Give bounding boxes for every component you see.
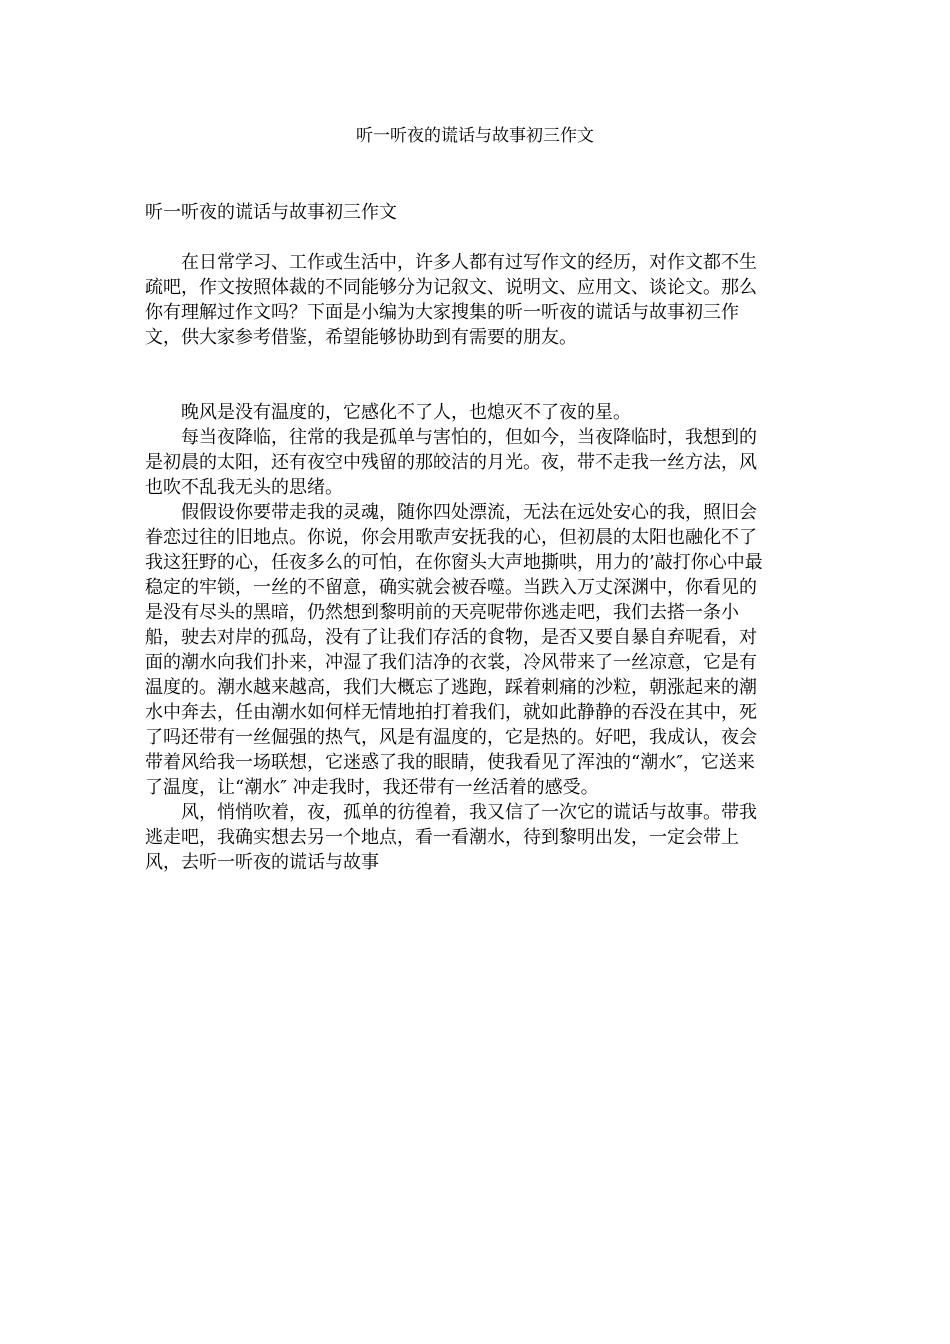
body-line: 是没有尽头的黑暗，仍然想到黎明前的天亮呢带你逃走吧，我们去搭一条小 [145,602,739,623]
body-line: 逃走吧，我确实想去另一个地点，看一看潮水，待到黎明出发，一定会带上 [145,827,739,848]
body-line: 假假设你要带走我的灵魂，随你四处漂流，无法在远处安心的我，照旧会 [181,502,757,523]
body-line: 了温度，让“潮水″ 冲走我时，我还带有一丝活着的感受。 [145,777,599,798]
body-line: 了吗还带有一丝倔强的热气，风是有温度的，它是热的。好吧，我成认，夜会 [145,727,757,748]
body-line: 面的潮水向我们扑来，冲湿了我们洁净的衣裳，冷风带来了一丝凉意，它是有 [145,652,757,673]
body-line: 眷恋过往的旧地点。你说，你会用歌声安抚我的心，但初晨的太阳也融化不了 [145,527,757,548]
intro-line: 疏吧，作文按照体裁的不同能够分为记叙文、说明文、应用文、谈论文。那么 [145,277,757,298]
intro-line: 文，供大家参考借鉴，希望能够协助到有需要的朋友。 [145,327,577,348]
document-subtitle: 听一听夜的谎话与故事初三作文 [145,202,397,223]
body-line: 带着风给我一场联想，它迷惑了我的眼睛，使我看见了浑浊的“潮水″，它送来 [145,752,755,773]
body-line: 稳定的牢锁，一丝的不留意，确实就会被吞噬。当跌入万丈深渊中，你看见的 [145,577,757,598]
body-line: 也吹不乱我无头的思绪。 [145,477,343,498]
body-line: 风，悄悄吹着，夜，孤单的彷徨着，我又信了一次它的谎话与故事。带我 [181,802,757,823]
body-line: 是初晨的太阳，还有夜空中残留的那皎洁的月光。夜，带不走我一丝方法，风 [145,452,757,473]
body-line: 风，去听一听夜的谎话与故事 [145,852,379,873]
body-line: 我这狂野的心，任夜多么的可怕，在你窗头大声地撕哄，用力的’敲打你心中最 [145,552,763,573]
intro-line: 在日常学习、工作或生活中，许多人都有过写作文的经历，对作文都不生 [181,252,757,273]
document-title: 听一听夜的谎话与故事初三作文 [356,126,594,146]
body-line: 温度的。潮水越来越高，我们大概忘了逃跑，踩着刺痛的沙粒，朝涨起来的潮 [145,677,757,698]
body-line: 水中奔去，任由潮水如何样无情地拍打着我们，就如此静静的吞没在其中，死 [145,702,757,723]
body-line: 每当夜降临，往常的我是孤单与害怕的，但如今，当夜降临时，我想到的 [181,427,757,448]
body-line: 晚风是没有温度的，它感化不了人，也熄灭不了夜的星。 [181,402,631,423]
intro-line: 你有理解过作文吗？下面是小编为大家搜集的听一听夜的谎话与故事初三作 [145,302,739,323]
body-line: 船，驶去对岸的孤岛，没有了让我们存活的食物，是否又要自暴自弃呢看，对 [145,627,757,648]
